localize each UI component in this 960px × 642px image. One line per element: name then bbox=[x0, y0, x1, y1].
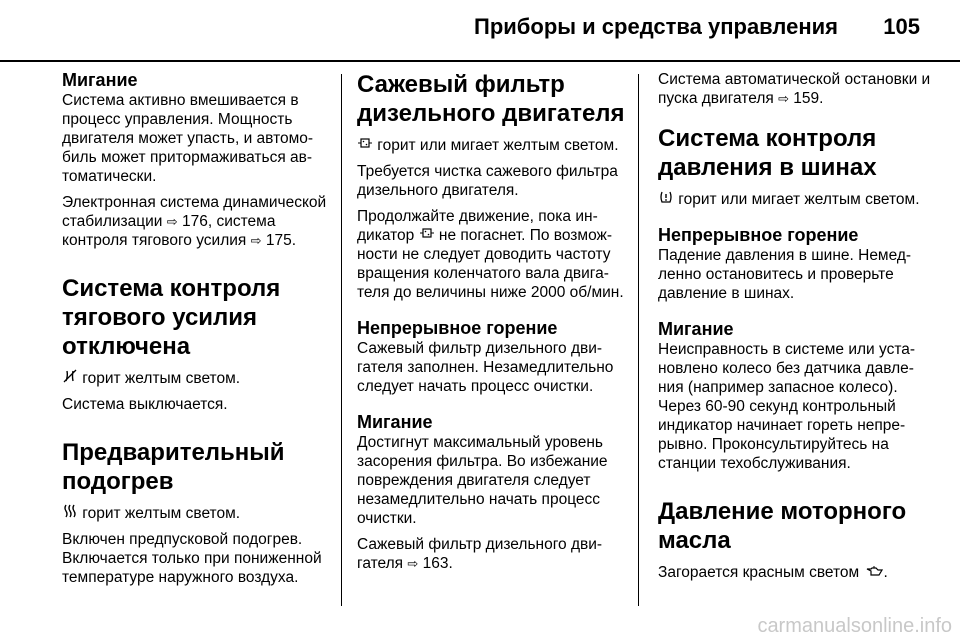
section-title: Предварительный подогрев bbox=[62, 439, 285, 495]
page-number: 105 bbox=[883, 14, 920, 39]
section-heading: Непрерывное горение bbox=[357, 318, 558, 338]
paragraph: Неисправность в системе или установлено колесо без датчика давления (например запасное колесо). Через 60-90 секунд контрольный индикатор начинает гореть непрерывно. Проконсультируйтесь на станции техобслуживания. bbox=[658, 341, 916, 472]
column-3 bbox=[658, 70, 933, 589]
diesel-particulate-filter-icon bbox=[419, 226, 435, 245]
reference-arrow-icon: ⇨ bbox=[407, 556, 419, 571]
traction-control-off-icon bbox=[62, 369, 78, 388]
column-1 bbox=[62, 70, 332, 594]
column-2 bbox=[357, 70, 625, 580]
paragraph: Система автоматической остановки и пуска двигателя ⇨ 159. bbox=[658, 71, 931, 107]
paragraph: Система выключается. bbox=[62, 396, 228, 413]
oil-can-icon bbox=[864, 563, 884, 582]
paragraph: горит или мигает желтым светом. bbox=[658, 190, 933, 209]
paragraph: Система активно вмешивается в процесс управления. Мощность двигателя может упасть, и автомобиль может притормаживаться автоматически. bbox=[62, 92, 314, 185]
paragraph: Сажевый фильтр дизельного двигателя ⇨ 163. bbox=[357, 536, 603, 572]
section-heading: Мигание bbox=[62, 70, 138, 90]
section-title: Система контроля тягового усилия отключена bbox=[62, 275, 281, 360]
header-rule bbox=[0, 60, 960, 62]
reference-arrow-icon: ⇨ bbox=[166, 214, 178, 229]
paragraph: Продолжайте движение, пока индикатор не погаснет. По возможности не следует доводить частоту вращения коленчатого вала двигателя до величины ниже 2000 об/мин. bbox=[357, 208, 624, 301]
section-heading: Мигание bbox=[357, 412, 433, 432]
paragraph: Требуется чистка сажевого фильтра дизельного двигателя. bbox=[357, 163, 618, 199]
glow-plug-icon bbox=[62, 504, 78, 523]
paragraph: Электронная система динамической стабилизации ⇨ 176, система контроля тягового усилия ⇨ 175. bbox=[62, 194, 327, 249]
paragraph: Включен предпусковой подогрев. Включается только при пониженной температуре наружного воздуха. bbox=[62, 531, 322, 586]
paragraph: горит или мигает желтым светом. bbox=[357, 136, 625, 155]
paragraph: Загорается красным светом . bbox=[658, 564, 888, 581]
section-title: Система контроля давления в шинах bbox=[658, 125, 877, 181]
paragraph: Падение давления в шине. Немедленно остановитесь и проверьте давление в шинах. bbox=[658, 247, 912, 302]
section-heading: Непрерывное горение bbox=[658, 225, 859, 245]
column-divider bbox=[638, 74, 639, 606]
paragraph: Достигнут максимальный уровень засорения фильтра. Во избежание повреждения двигателя следует незамедлительно начать процесс очистки. bbox=[357, 434, 608, 527]
diesel-particulate-filter-icon bbox=[357, 136, 373, 155]
paragraph: горит желтым светом. bbox=[62, 369, 332, 388]
page-header bbox=[0, 0, 960, 48]
section-heading: Мигание bbox=[658, 319, 734, 339]
watermark: carmanualsonline.info bbox=[757, 615, 952, 637]
paragraph: Сажевый фильтр дизельного двигателя заполнен. Незамедлительно следует начать процесс очистки. bbox=[357, 340, 614, 395]
section-title: Давление моторного масла bbox=[658, 498, 907, 554]
section-title: Сажевый фильтр дизельного двигателя bbox=[357, 71, 625, 127]
header-title: Приборы и средства управления bbox=[474, 14, 838, 39]
reference-arrow-icon: ⇨ bbox=[778, 91, 789, 106]
reference-arrow-icon: ⇨ bbox=[250, 233, 262, 248]
column-divider bbox=[341, 74, 342, 606]
tire-pressure-icon bbox=[658, 190, 674, 209]
paragraph: горит желтым светом. bbox=[62, 504, 332, 523]
